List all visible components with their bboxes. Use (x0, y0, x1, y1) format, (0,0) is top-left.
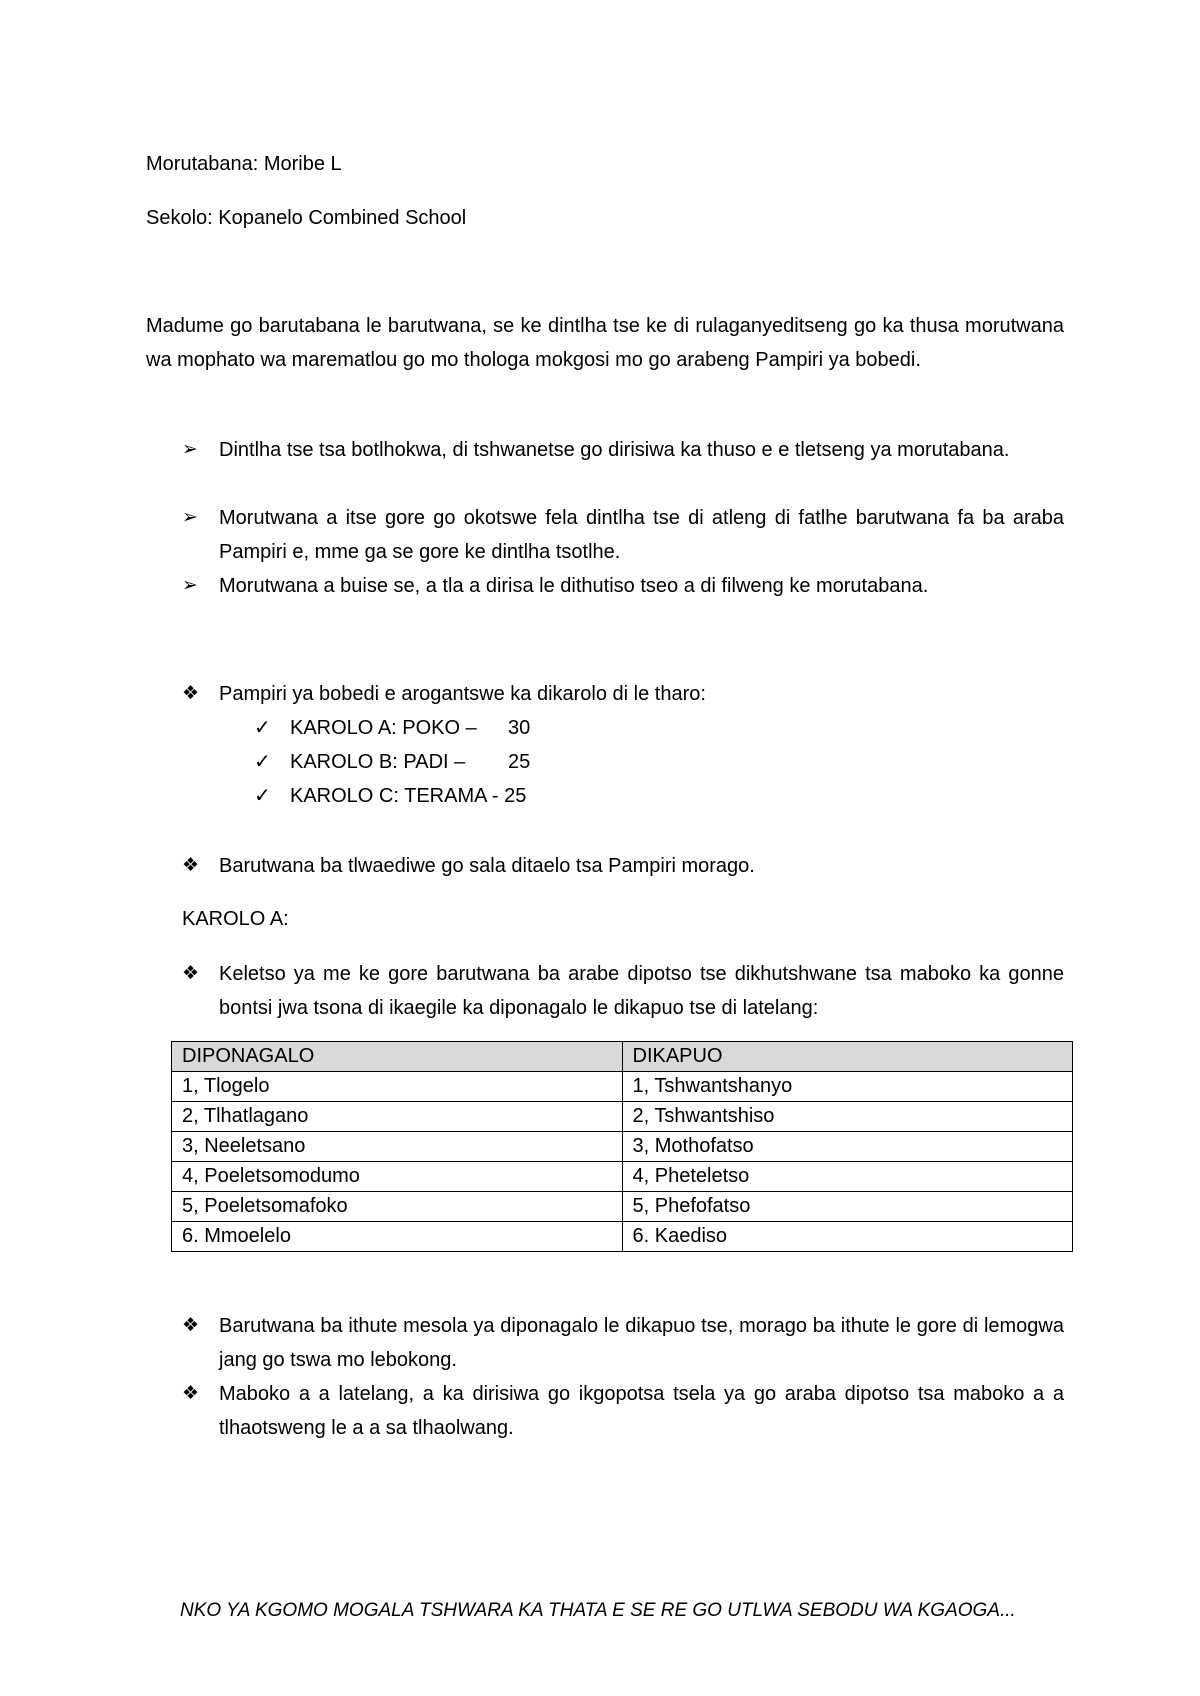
section-item (254, 745, 530, 779)
table-header-row (172, 1042, 1073, 1072)
table-row (172, 1132, 1073, 1162)
table-header-cell: DIPONAGALO (172, 1042, 623, 1072)
instruction-text: Barutwana ba tlwaediwe go sala ditaelo tsa Pampiri morago. (219, 855, 755, 877)
diamond-bullet-icon: ❖ (182, 1383, 200, 1404)
intro-paragraph: Madume go barutabana le barutwana, se ke dintlha tse ke di rulaganyeditseng go ka thusa morutwana wa mophato wa marematlou go mo thologa mokgosi mo go arabeng Pampiri ya bobedi. (146, 315, 1064, 371)
teacher-line: Morutabana: Moribe L (146, 153, 342, 175)
section-item (254, 711, 530, 745)
diamond-bullet-item (182, 1377, 1064, 1445)
arrow-bullet-icon: ➢ (182, 439, 198, 460)
check-icon: ✓ (254, 717, 271, 739)
table-row (172, 1192, 1073, 1222)
arrow-bullet-text: Dintlha tse tsa botlhokwa, di tshwanetse go dirisiwa ka thuso e e tletseng ya morutabana. (219, 439, 1010, 461)
section-item (254, 779, 526, 813)
table-cell: 6. Mmoelelo (172, 1222, 623, 1252)
diamond-bullet-item (182, 677, 1064, 711)
table-cell: 2, Tshwantshiso (622, 1102, 1073, 1132)
figures-table (171, 1041, 1073, 1252)
closing-bullet-text: Maboko a a latelang, a ka dirisiwa go ikgopotsa tsela ya go araba dipotso tsa maboko a a tlhaotsweng le a a sa tlhaolwang. (219, 1383, 1064, 1439)
arrow-bullet-item (182, 569, 1064, 603)
diamond-bullet-item (182, 849, 1064, 883)
table-cell: 5, Phefofatso (622, 1192, 1073, 1222)
section-marks: 30 (508, 717, 531, 739)
section-label: KAROLO A: POKO – (290, 717, 477, 739)
table-row (172, 1072, 1073, 1102)
section-label: KAROLO C: TERAMA - (290, 785, 499, 807)
table-row (172, 1102, 1073, 1132)
paper-structure-intro: Pampiri ya bobedi e arogantswe ka dikarolo di le tharo: (219, 683, 706, 705)
table-cell: 4, Pheteletso (622, 1162, 1073, 1192)
table-cell: 6. Kaediso (622, 1222, 1073, 1252)
check-icon: ✓ (254, 785, 271, 807)
table-cell: 5, Poeletsomafoko (172, 1192, 623, 1222)
table-cell: 1, Tshwantshanyo (622, 1072, 1073, 1102)
arrow-bullet-text: Morutwana a itse gore go okotswe fela dintlha tse di atleng di fatlhe barutwana fa ba araba Pampiri e, mme ga se gore ke dintlha tsotlhe. (219, 507, 1064, 563)
arrow-bullet-text: Morutwana a buise se, a tla a dirisa le dithutiso tseo a di filweng ke morutabana. (219, 575, 929, 597)
table-cell: 2, Tlhatlagano (172, 1102, 623, 1132)
arrow-bullet-item (182, 501, 1064, 569)
table-header-cell: DIKAPUO (622, 1042, 1073, 1072)
arrow-bullet-icon: ➢ (182, 507, 198, 528)
footer-proverb: NKO YA KGOMO MOGALA TSHWARA KA THATA E SE RE GO UTLWA SEBODU WA KGAOGA... (180, 1600, 1016, 1621)
diamond-bullet-icon: ❖ (182, 683, 200, 704)
section-marks: 25 (504, 785, 527, 807)
diamond-bullet-icon: ❖ (182, 855, 200, 876)
karolo-a-heading: KAROLO A: (182, 908, 289, 930)
table-cell: 1, Tlogelo (172, 1072, 623, 1102)
table-cell: 4, Poeletsomodumo (172, 1162, 623, 1192)
table-row (172, 1162, 1073, 1192)
karolo-a-advice: Keletso ya me ke gore barutwana ba arabe dipotso tse dikhutshwane tsa maboko ka gonne bontsi jwa tsona di ikaegile ka diponagalo le dikapuo tse di latelang: (219, 963, 1064, 1019)
table-row (172, 1222, 1073, 1252)
section-marks: 25 (508, 751, 531, 773)
closing-bullet-text: Barutwana ba ithute mesola ya diponagalo le dikapuo tse, morago ba ithute le gore di lemogwa jang go tswa mo lebokong. (219, 1315, 1064, 1371)
diamond-bullet-icon: ❖ (182, 1315, 200, 1336)
school-line: Sekolo: Kopanelo Combined School (146, 207, 467, 229)
table-cell: 3, Neeletsano (172, 1132, 623, 1162)
diamond-bullet-item (182, 1309, 1064, 1377)
check-icon: ✓ (254, 751, 271, 773)
arrow-bullet-icon: ➢ (182, 575, 198, 596)
table-cell: 3, Mothofatso (622, 1132, 1073, 1162)
diamond-bullet-item (182, 957, 1064, 1025)
arrow-bullet-item (182, 433, 1064, 467)
section-label: KAROLO B: PADI – (290, 751, 466, 773)
diamond-bullet-icon: ❖ (182, 963, 200, 984)
